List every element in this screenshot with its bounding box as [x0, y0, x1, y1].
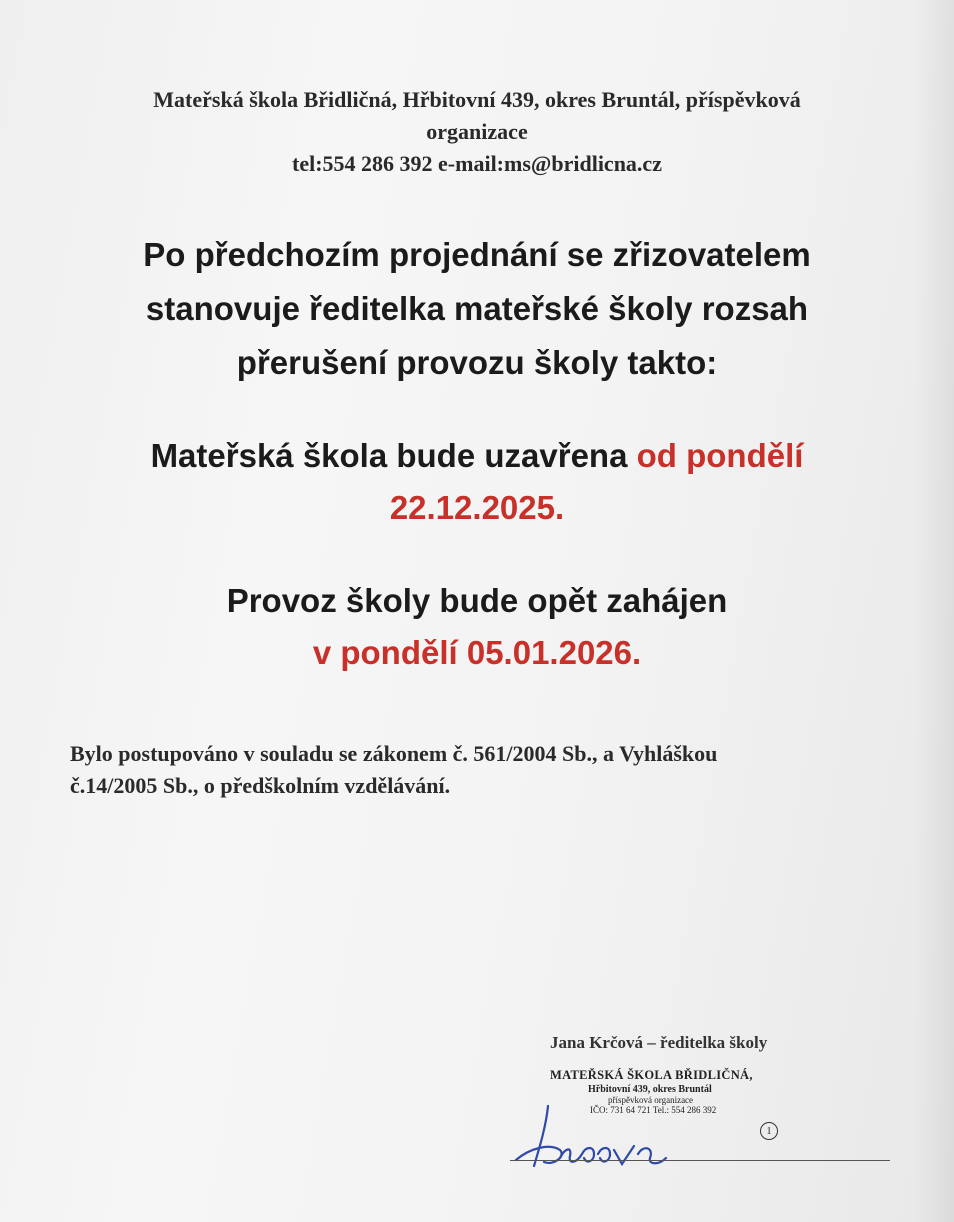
- stamp-address: Hřbitovní 439, okres Bruntál: [588, 1084, 712, 1095]
- letterhead-school-name: Mateřská škola Břidličná, Hřbitovní 439, okres Bruntál, příspěvková: [153, 87, 801, 112]
- legal-line-1: Bylo postupováno v souladu se zákonem č. 561/2004 Sb., a Vyhláškou: [70, 741, 718, 766]
- signer-name: Jana Krčová – ředitelka školy: [550, 1033, 768, 1052]
- stamp-name: MATEŘSKÁ ŠKOLA BŘIDLIČNÁ,: [550, 1068, 753, 1082]
- intro-paragraph: [40, 228, 914, 390]
- intro-line-3: přerušení provozu školy takto:: [236, 344, 718, 381]
- legal-basis: [70, 738, 914, 802]
- closure-line: [40, 430, 914, 482]
- stamp-organization: příspěvková organizace: [608, 1095, 694, 1105]
- stamp-number: 1: [760, 1122, 778, 1140]
- legal-line-2: č.14/2005 Sb., o předškolním vzdělávání.: [70, 773, 451, 798]
- closure-notice: [40, 430, 914, 534]
- signature-line: [510, 1160, 890, 1161]
- reopening-text: Provoz školy bude opět zahájen: [226, 582, 728, 619]
- letterhead-contact: tel:554 286 392 e-mail:ms@bridlicna.cz: [292, 151, 662, 176]
- handwritten-signature: [510, 1088, 700, 1178]
- reopening-date: v pondělí 05.01.2026.: [312, 634, 642, 671]
- intro-line-1: Po předchozím projednání se zřizovatelem: [143, 236, 811, 273]
- closure-date: 22.12.2025.: [389, 489, 565, 526]
- intro-line-2: stanovuje ředitelka mateřské školy rozsah: [145, 290, 809, 327]
- stamp-ids: IČO: 731 64 721 Tel.: 554 286 392: [590, 1105, 717, 1115]
- closure-highlight: od pondělí: [636, 437, 804, 474]
- reopening-notice: [40, 575, 914, 679]
- letterhead: [40, 84, 914, 180]
- closure-text: Mateřská škola bude uzavřena: [150, 437, 637, 474]
- letterhead-organization-type: organizace: [426, 119, 528, 144]
